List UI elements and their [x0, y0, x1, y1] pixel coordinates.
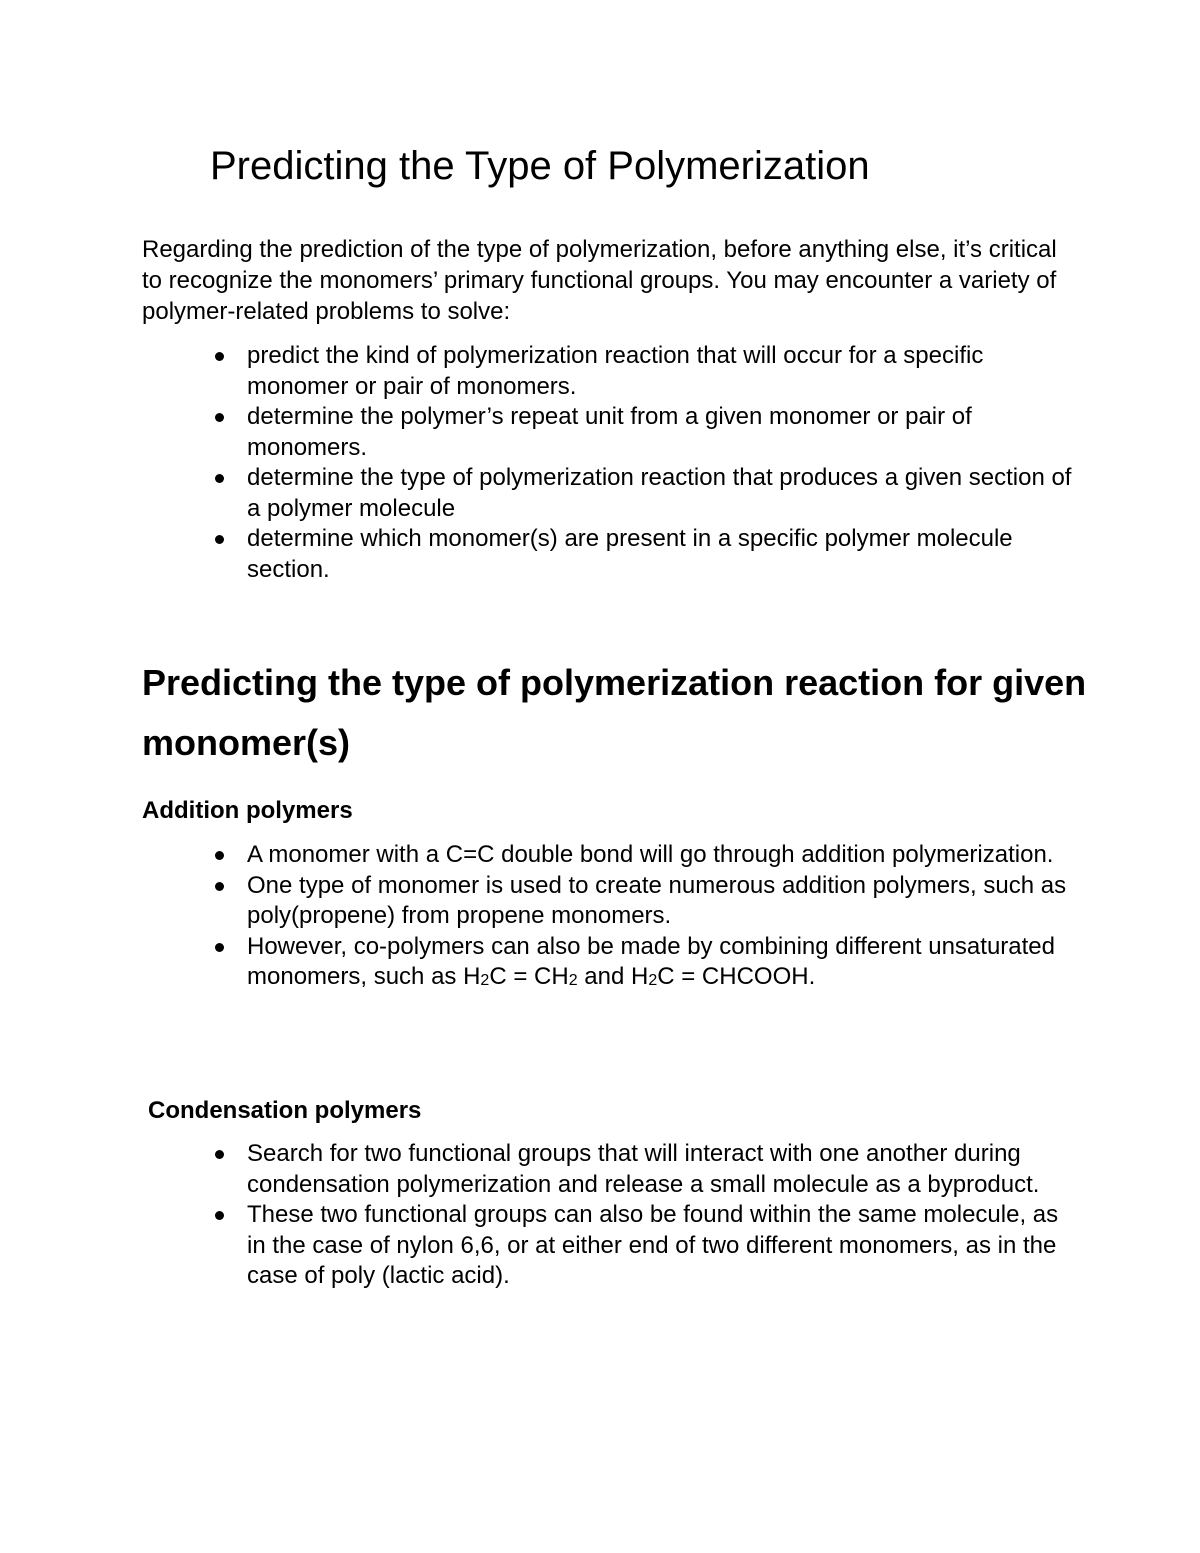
condensation-heading: Condensation polymers: [148, 1097, 422, 1124]
section-heading: Predicting the type of polymerization reaction for given monomer(s): [142, 662, 1087, 763]
list-item-formula: [247, 932, 1077, 996]
list-item: [247, 341, 1077, 402]
list-item: [247, 402, 1077, 463]
formula-subscript: 2: [648, 972, 658, 989]
bullet-icon: [215, 851, 224, 860]
formula-text-mid: and H: [577, 963, 649, 990]
list-item-text: determine which monomer(s) are present in a specific polymer molecule section.: [247, 525, 1013, 583]
condensation-list: [247, 1139, 1077, 1292]
list-item: [247, 463, 1077, 524]
bullet-icon: [215, 474, 224, 483]
formula-text-before: However, co-polymers can also be made by combining different unsaturated monomers, such as H: [247, 932, 1055, 990]
list-item-text: determine the polymer’s repeat unit from a given monomer or pair of monomers.: [247, 403, 972, 461]
document-title: Predicting the Type of Polymerization: [210, 144, 870, 188]
list-item: [247, 840, 1077, 871]
list-item-text: One type of monomer is used to create numerous addition polymers, such as poly(propene) from propene monomers.: [247, 871, 1067, 929]
addition-heading: Addition polymers: [142, 797, 353, 824]
bullet-icon: [215, 1211, 224, 1220]
list-item-text: A monomer with a C=C double bond will go through addition polymerization.: [247, 841, 1054, 868]
list-item: [247, 1139, 1077, 1200]
bullet-icon: [215, 882, 224, 891]
list-item-text: These two functional groups can also be found within the same molecule, as in the case of nylon 6,6, or at either end of two different monomers, as in the case of poly (lactic acid).: [247, 1201, 1059, 1289]
list-item-text: Search for two functional groups that will interact with one another during condensation polymerization and release a small molecule as a byproduct.: [247, 1140, 1040, 1198]
bullet-icon: [215, 943, 224, 952]
intro-paragraph: Regarding the prediction of the type of polymerization, before anything else, it’s critical to recognize the monomers’ primary functional groups. You may encounter a variety of polymer-related problems to solve:: [142, 236, 1057, 325]
bullet-icon: [215, 352, 224, 361]
formula-text-mid: C = CH: [489, 963, 569, 990]
formula-subscript: 2: [568, 972, 578, 989]
formula-text-after: C = CHCOOH.: [657, 963, 816, 990]
list-item-text: determine the type of polymerization reaction that produces a given section of a polymer molecule: [247, 464, 1072, 522]
bullet-icon: [215, 1150, 224, 1159]
problem-list: [247, 341, 1077, 585]
addition-list: [247, 840, 1077, 996]
list-item-text: predict the kind of polymerization reaction that will occur for a specific monomer or pair of monomers.: [247, 342, 984, 400]
bullet-icon: [215, 535, 224, 544]
list-item: [247, 1200, 1077, 1292]
formula-subscript: 2: [480, 972, 490, 989]
list-item: [247, 871, 1077, 932]
bullet-icon: [215, 413, 224, 422]
list-item: [247, 524, 1077, 585]
